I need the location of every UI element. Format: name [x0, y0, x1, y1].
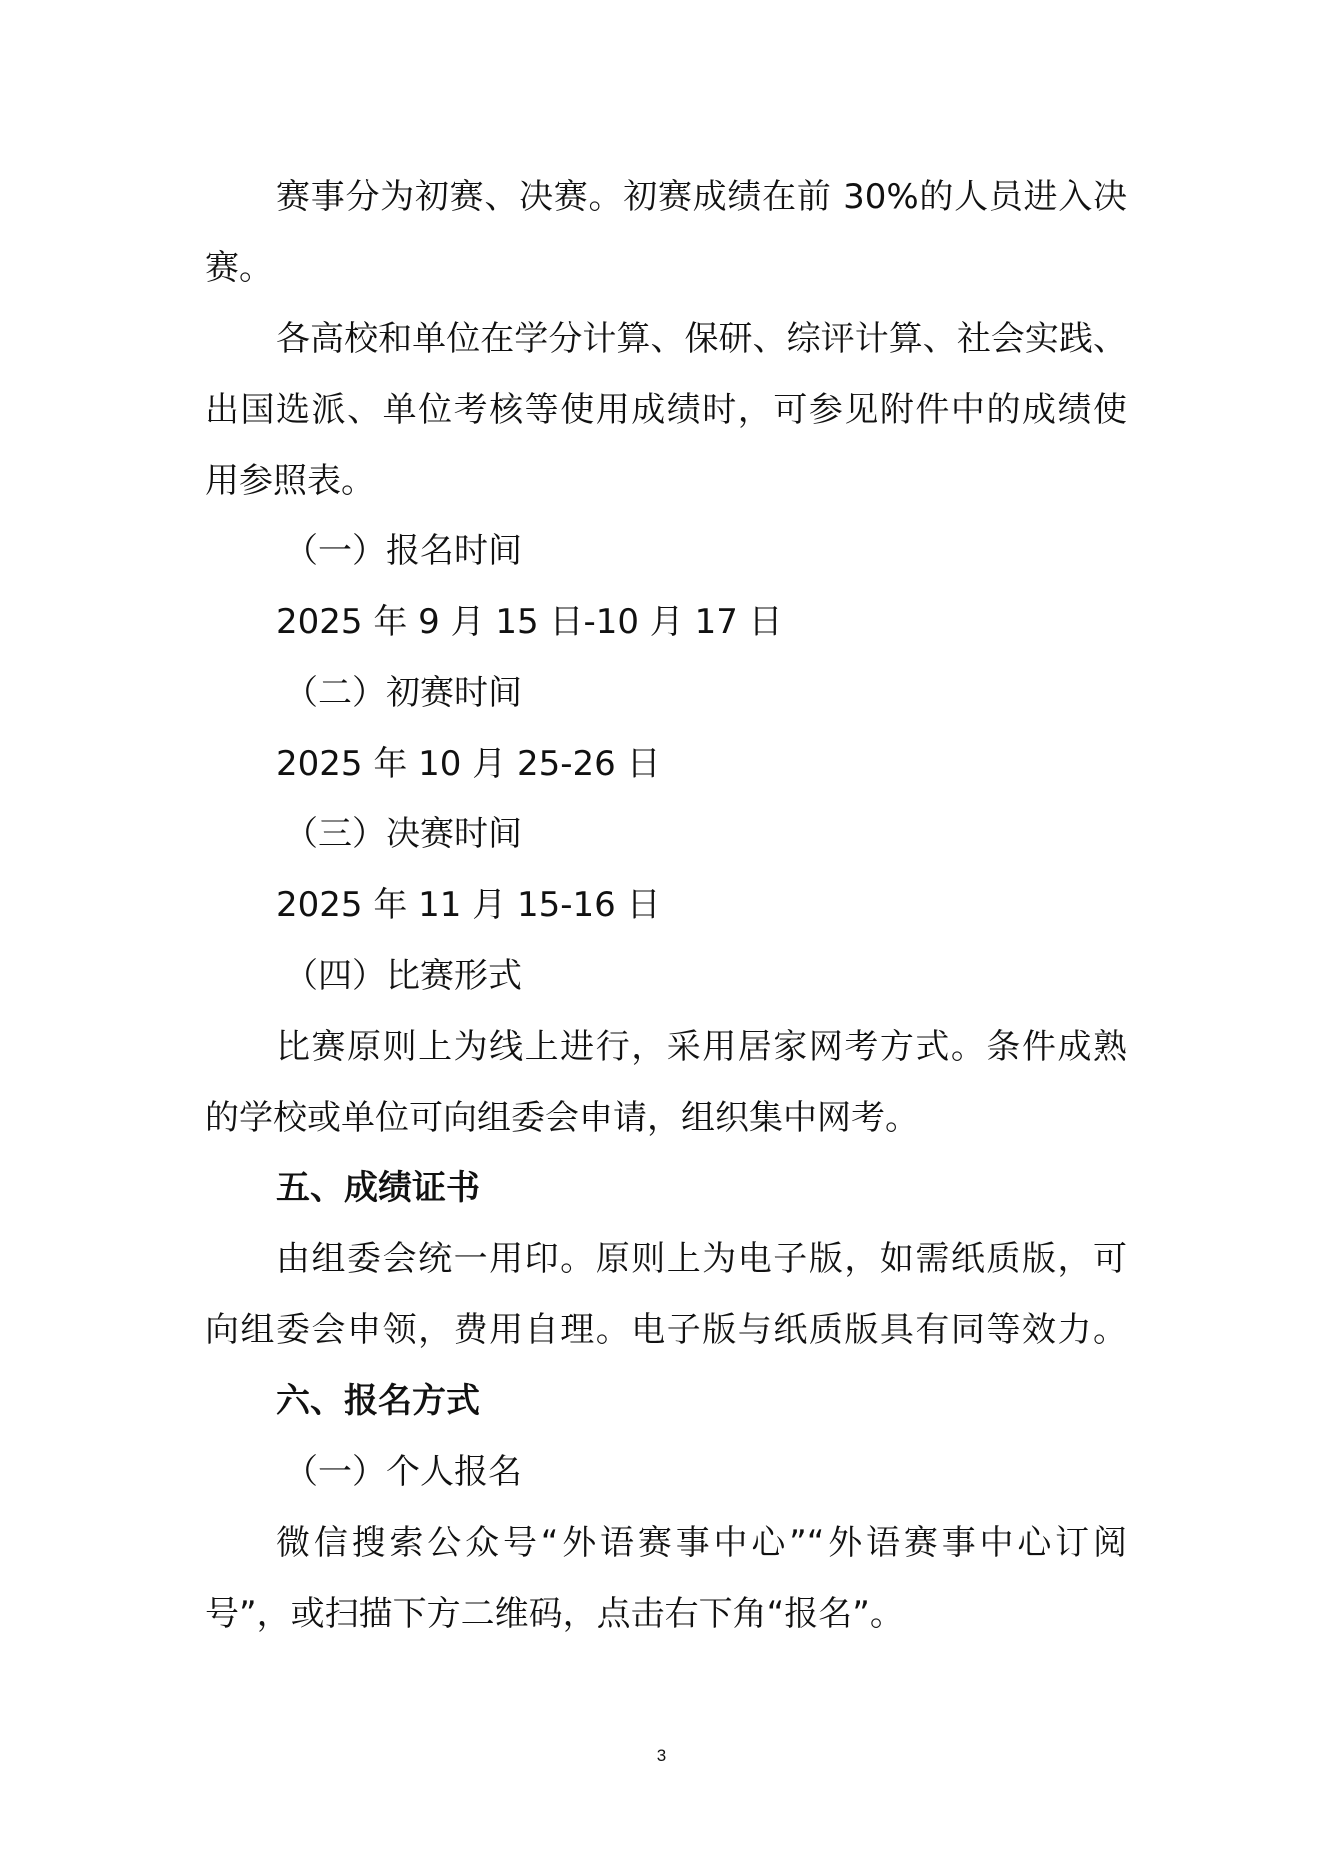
- section-heading-registration-method: 六、报名方式: [276, 1381, 480, 1421]
- section-subheading-individual-registration: （一）个人报名: [284, 1452, 522, 1492]
- paragraph-line: 向组委会申领，费用自理。电子版与纸质版具有同等效力。: [205, 1310, 1127, 1350]
- paragraph-line: 用参照表。: [205, 461, 375, 501]
- paragraph-line: 微信搜索公众号“外语赛事中心”“外语赛事中心订阅: [276, 1523, 1127, 1563]
- paragraph-line: 号”，或扫描下方二维码，点击右下角“报名”。: [205, 1594, 904, 1634]
- date-line: 2025 年 10 月 25-26 日: [276, 744, 661, 784]
- paragraph-line: 赛事分为初赛、决赛。初赛成绩在前 30%的人员进入决: [276, 177, 1127, 217]
- paragraph-line: 出国选派、单位考核等使用成绩时，可参见附件中的成绩使: [205, 390, 1127, 430]
- paragraph-line: 比赛原则上为线上进行，采用居家网考方式。条件成熟: [276, 1027, 1127, 1067]
- paragraph-line: 的学校或单位可向组委会申请，组织集中网考。: [205, 1098, 919, 1138]
- paragraph-line: 由组委会统一用印。原则上为电子版，如需纸质版，可: [276, 1239, 1127, 1279]
- date-line: 2025 年 11 月 15-16 日: [276, 885, 661, 925]
- paragraph-line: 赛。: [205, 248, 273, 288]
- paragraph-line: 各高校和单位在学分计算、保研、综评计算、社会实践、: [276, 319, 1127, 359]
- date-line: 2025 年 9 月 15 日-10 月 17 日: [276, 602, 783, 642]
- section-heading-certificate: 五、成绩证书: [276, 1168, 480, 1208]
- section-subheading-final-time: （三）决赛时间: [284, 814, 522, 854]
- section-subheading-preliminary-time: （二）初赛时间: [284, 673, 522, 713]
- section-subheading-competition-format: （四）比赛形式: [284, 956, 522, 996]
- page-number: 3: [656, 1746, 667, 1765]
- section-subheading-registration-time: （一）报名时间: [284, 531, 522, 571]
